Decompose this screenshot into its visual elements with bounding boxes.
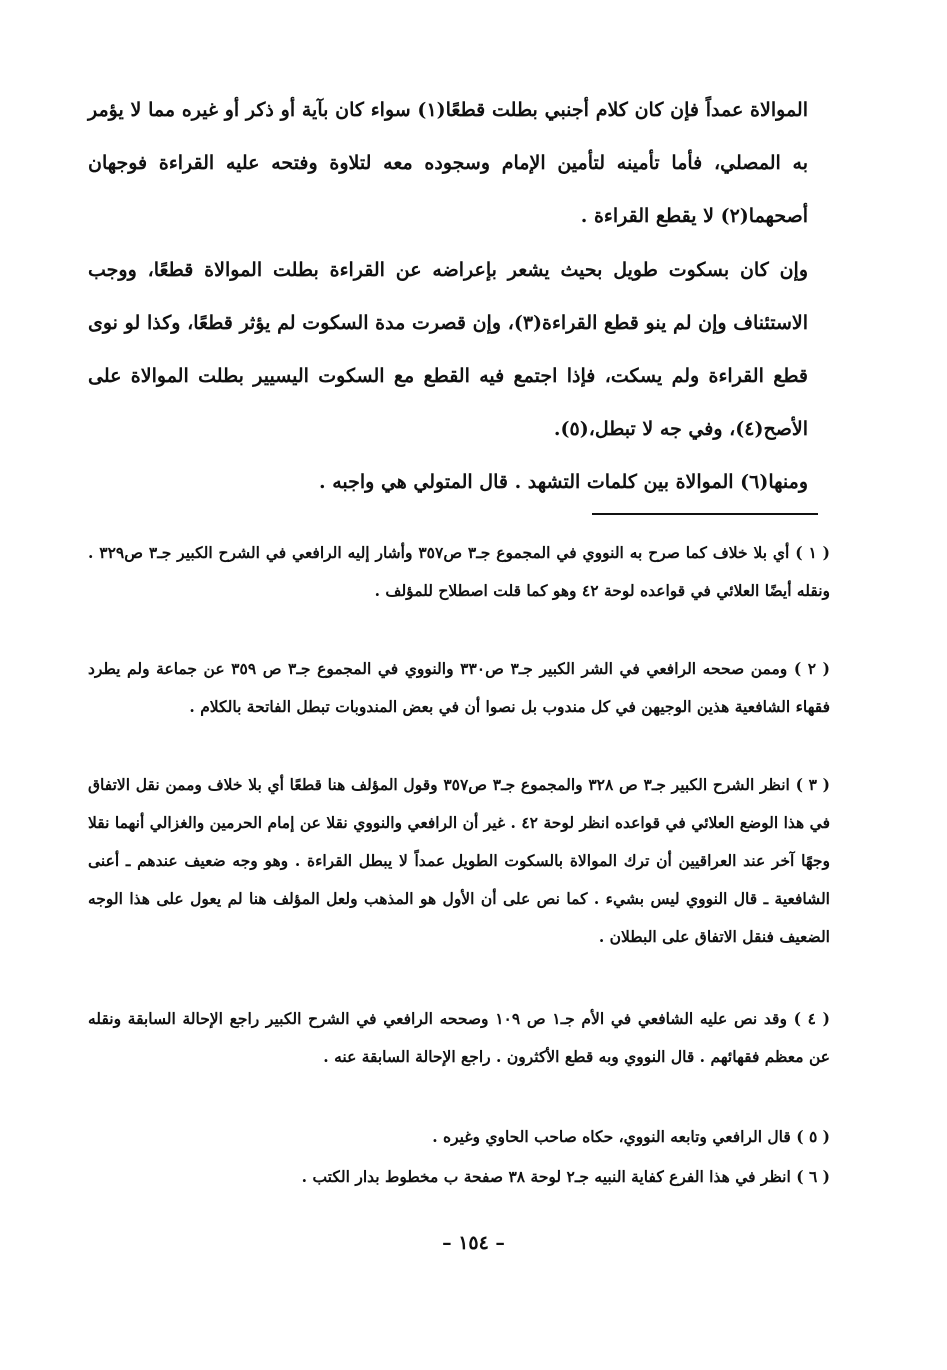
body-paragraph-3	[88, 456, 808, 509]
footnote-1: ( ١ ) أي بلا خلاف كما صرح به النووي في المجموع جـ٣ ص٣٥٧ وأشار إليه الرافعي في الشرح الكبير جـ٣ ص٣٢٩ . ونقله أيضًا العلائي في قواعده لوحة ٤٢ وهو كما قلت اصطلاح للمؤلف .	[88, 543, 830, 600]
body-paragraph-3-text: ومنها(٦) الموالاة بين كلمات التشهد . قال المتولي هي واجبه .	[319, 471, 808, 493]
footnote-4: ( ٤ ) وقد نص عليه الشافعي في الأم جـ١ ص ١٠٩ وصححه الرافعي في الشرح الكبير راجع الإحالة السابقة ونقله عن معظم فقهائهم . قال النووي وبه قطع الأكثرون . راجع الإحالة السابقة عنه .	[88, 1009, 830, 1066]
footnote-6: ( ٦ ) انظر في هذا الفرع كفاية النبيه جـ٢ لوحة ٣٨ صفحة ب مخطوط بدار الكتب .	[301, 1167, 830, 1186]
footnote-separator	[592, 513, 818, 515]
body-paragraph-2	[88, 244, 808, 456]
body-paragraph-1-text: الموالاة عمداً فإن كان كلام أجنبي بطلت قطعًا(١) سواء كان بآية أو ذكر أو غيره مما لا يؤمر به المصلي، فأما تأمينه لتأمين الإمام وسجوده معه لتلاوة وفتحه عليه القراءة فوجهان أصحهما(٢) لا يقطع القراءة .	[88, 99, 808, 227]
body-paragraph-1	[88, 84, 808, 243]
page-number: – ١٥٤ –	[442, 1232, 505, 1254]
body-paragraph-2-text: وإن كان بسكوت طويل بحيث يشعر بإعراضه عن القراءة بطلت الموالاة قطعًا، ووجب الاستئناف وإن لم ينو قطع القراءة(٣)، وإن قصرت مدة السكوت لم يؤثر قطعًا، وكذا لو نوى قطع القراءة ولم يسكت، فإذا اجتمع فيه القطع مع السكوت اليسيير بطلت الموالاة على الأصح(٤)، وفي جه لا تبطل،(٥).	[88, 259, 808, 440]
footnote-2: ( ٢ ) وممن صححه الرافعي في الشر الكبير جـ٣ ص٣٣٠ والنووي في المجموع جـ٣ ص ٣٥٩ عن جماعة ولم يطرد فقهاء الشافعية هذين الوجيهن في كل مندوب بل نصوا أن في بعض المندوبات تبطل الفاتحة بالكلام .	[88, 659, 830, 716]
footnote-3: ( ٣ ) انظر الشرح الكبير جـ٣ ص ٣٢٨ والمجموع جـ٣ ص٣٥٧ وقول المؤلف هنا قطعًا أي بلا خلاف وممن نقل الاتفاق في هذا الوضع العلائي في قواعده انظر لوحة ٤٢ . غير أن الرافعي والنووي نقلا عن إمام الحرمين والغزالي أنهما نقلا وجهًا آخر عند العراقيين أن ترك الموالاة بالسكوت الطويل عمداً لا يبطل القراءة . وهو وجه ضعيف عندهم ـ أعنى الشافعية ـ قال النووي ليس بشيء . كما نص على أن الأول هو المذهب ولعل المؤلف هنا لم يعول على هذا الوجه الضعيف فنقل الاتفاق على البطلان .	[88, 775, 830, 946]
footnote-5: ( ٥ ) قال الرافعي وتابعه النووي، حكاه صاحب الحاوي وغيره .	[432, 1127, 830, 1146]
